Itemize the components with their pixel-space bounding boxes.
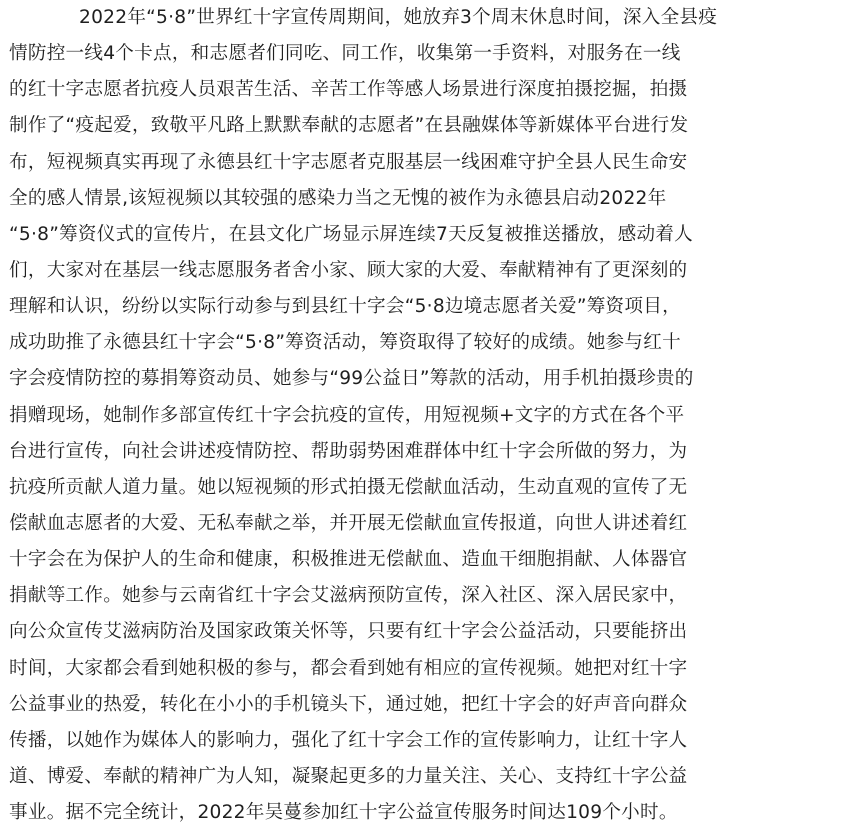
text-line: 抗疫所贡献人道力量。她以短视频的形式拍摄无偿献血活动，生动直观的宣传了无 xyxy=(9,476,688,498)
text-line: 全的感人情景,该短视频以其较强的感染力当之无愧的被作为永德县启动2022年 xyxy=(9,187,667,209)
text-line: 事业。据不完全统计，2022年吴蔓参加红十字公益宣传服务时间达109个小时。 xyxy=(9,802,678,824)
text-line: 情防控一线4个卡点，和志愿者们同吃、同工作，收集第一手资料，对服务在一线 xyxy=(9,43,681,65)
text-line: 向公众宣传艾滋病防治及国家政策关怀等，只要有红十字会公益活动，只要能挤出 xyxy=(9,621,688,643)
text-line: 制作了“疫起爱，致敬平凡路上默默奉献的志愿者”在县融媒体等新媒体平台进行发 xyxy=(9,115,689,137)
article-body xyxy=(9,0,839,831)
text-line: 偿献血志愿者的大爱、无私奉献之举，并开展无偿献血宣传报道，向世人讲述着红 xyxy=(9,512,688,534)
text-line: 公益事业的热爱，转化在小小的手机镜头下，通过她，把红十字会的好声音向群众 xyxy=(9,693,688,715)
text-line: 时间，大家都会看到她积极的参与，都会看到她有相应的宣传视频。她把对红十字 xyxy=(9,657,688,679)
text-line: 传播，以她作为媒体人的影响力，强化了红十字会工作的宣传影响力，让红十字人 xyxy=(9,729,688,751)
text-line: 布，短视频真实再现了永德县红十字志愿者克服基层一线困难守护全县人民生命安 xyxy=(9,151,688,173)
text-line: “5·8”筹资仪式的宣传片，在县文化广场显示屏连续7天反复被推送播放，感动着人 xyxy=(9,223,694,245)
text-line: 捐赠现场，她制作多部宣传红十字会抗疫的宣传，用短视频+文字的方式在各个平 xyxy=(9,404,685,426)
text-line: 捐献等工作。她参与云南省红十字会艾滋病预防宣传，深入社区、深入居民家中， xyxy=(9,585,688,607)
text-line: 道、博爱、奉献的精神广为人知，凝聚起更多的力量关注、关心、支持红十字公益 xyxy=(9,765,688,787)
text-line: 理解和认识，纷纷以实际行动参与到县红十字会“5·8边境志愿者关爱”筹资项目， xyxy=(9,296,681,318)
text-line: 字会疫情防控的募捐筹资动员、她参与“99公益日”筹款的活动，用手机拍摄珍贵的 xyxy=(9,368,694,390)
text-line: 台进行宣传，向社会讲述疫情防控、帮助弱势困难群体中红十字会所做的努力，为 xyxy=(9,440,688,462)
text-line: 的红十字志愿者抗疫人员艰苦生活、辛苦工作等感人场景进行深度拍摄挖掘，拍摄 xyxy=(9,79,688,101)
text-line: 们，大家对在基层一线志愿服务者舍小家、顾大家的大爱、奉献精神有了更深刻的 xyxy=(9,259,688,281)
text-line: 2022年“5·8”世界红十字宣传周期间，她放弃3个周末休息时间，深入全县疫 xyxy=(79,7,718,28)
text-line: 十字会在为保护人的生命和健康，积极推进无偿献血、造血干细胞捐献、人体器官 xyxy=(9,549,688,571)
text-line: 成功助推了永德县红十字会“5·8”筹资活动，筹资取得了较好的成绩。她参与红十 xyxy=(9,332,681,354)
